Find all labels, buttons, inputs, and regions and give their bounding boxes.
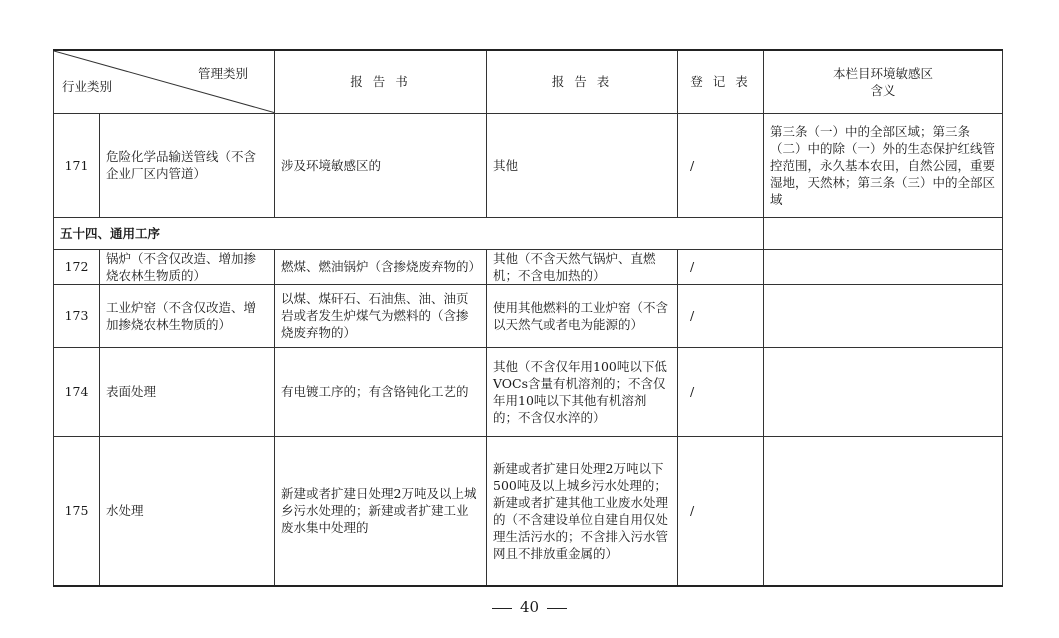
sensitive-area-cell (764, 436, 1003, 586)
row-number: 175 (54, 436, 100, 586)
register-form-cell: / (678, 284, 764, 347)
row-number: 173 (54, 284, 100, 347)
report-form-cell: 新建或者扩建日处理2万吨以下500吨及以上城乡污水处理的；新建或者扩建其他工业废水处理的（不含建设单位自建自用仅处理生活污水的；不含排入污水管网且不排放重金属的） (487, 436, 678, 586)
industry-cell: 表面处理 (100, 347, 275, 436)
report-book-cell: 涉及环境敏感区的 (275, 113, 487, 217)
report-book-cell: 新建或者扩建日处理2万吨及以上城乡污水处理的；新建或者扩建工业废水集中处理的 (275, 436, 487, 586)
header-row (54, 50, 1003, 113)
report-form-cell: 使用其他燃料的工业炉窑（不含以天然气或者电为能源的） (487, 284, 678, 347)
report-book-header: 报 告 书 (275, 50, 487, 113)
report-book-cell: 以煤、煤矸石、石油焦、油、油页岩或者发生炉煤气为燃料的（含掺烧废弃物的） (275, 284, 487, 347)
table-row (54, 249, 1003, 284)
sensitive-area-header-line2: 含义 (870, 82, 896, 98)
page-number-value: 40 (519, 598, 540, 616)
report-form-header: 报 告 表 (487, 50, 678, 113)
catalog-table (53, 49, 1003, 587)
report-form-cell: 其他（不含仅年用100吨以下低VOCs含量有机溶剂的；不含仅年用10吨以下其他有机溶剂的；不含仅水淬的） (487, 347, 678, 436)
report-form-cell: 其他（不含天然气锅炉、直燃机；不含电加热的） (487, 249, 678, 284)
sensitive-area-cell: 第三条（一）中的全部区域；第三条（二）中的除（一）外的生态保护红线管控范围，永久基本农田，自然公园，重要湿地，天然林；第三条（三）中的全部区域 (764, 113, 1003, 217)
table-row (54, 113, 1003, 217)
industry-cell: 工业炉窑（不含仅改造、增加掺烧农林生物质的） (100, 284, 275, 347)
industry-cell: 水处理 (100, 436, 275, 586)
page-number-dash-left (492, 608, 512, 609)
row-number: 171 (54, 113, 100, 217)
section-title: 五十四、通用工序 (54, 217, 764, 249)
register-form-cell: / (678, 249, 764, 284)
section-row (54, 217, 1003, 249)
section-empty-cell (764, 217, 1003, 249)
sensitive-area-header-line1: 本栏目环境敏感区 (832, 65, 933, 81)
page-number (0, 598, 1059, 616)
row-number: 172 (54, 249, 100, 284)
page-number-dash-right (547, 608, 567, 609)
register-form-header: 登 记 表 (678, 50, 764, 113)
industry-category-label: 行业类别 (62, 78, 113, 94)
sensitive-area-cell (764, 284, 1003, 347)
register-form-cell: / (678, 113, 764, 217)
register-form-cell: / (678, 347, 764, 436)
sensitive-area-cell (764, 249, 1003, 284)
table-row (54, 347, 1003, 436)
diagonal-header-cell (54, 50, 275, 113)
report-book-cell: 有电镀工序的；有含铬钝化工艺的 (275, 347, 487, 436)
manage-category-label: 管理类别 (197, 66, 248, 81)
industry-cell: 锅炉（不含仅改造、增加掺烧农林生物质的） (100, 249, 275, 284)
table-row (54, 436, 1003, 586)
industry-cell: 危险化学品输送管线（不含企业厂区内管道） (100, 113, 275, 217)
table-row (54, 284, 1003, 347)
report-form-cell: 其他 (487, 113, 678, 217)
row-number: 174 (54, 347, 100, 436)
sensitive-area-cell (764, 347, 1003, 436)
register-form-cell: / (678, 436, 764, 586)
report-book-cell: 燃煤、燃油锅炉（含掺烧废弃物的） (275, 249, 487, 284)
sensitive-area-header (764, 50, 1003, 113)
